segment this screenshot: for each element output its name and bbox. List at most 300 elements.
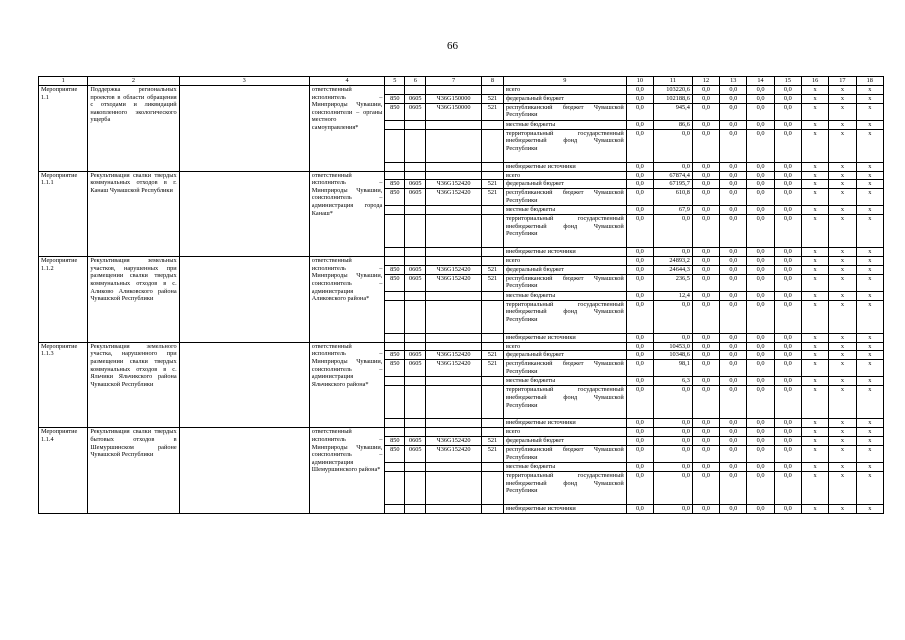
value-cell: 0,0: [720, 445, 747, 462]
grbs-cell: [385, 333, 405, 342]
grbs-cell: [385, 206, 405, 215]
rz-pr-cell: [405, 428, 426, 437]
value-cell: 0,0: [774, 171, 801, 180]
csr-cell: [426, 171, 482, 180]
vr-cell: 521: [481, 445, 503, 462]
event-code-cell: Мероприятие 1.1.1: [39, 171, 88, 257]
value-cell: 0,0: [626, 189, 653, 206]
header-cell: 17: [829, 77, 856, 86]
rz-pr-cell: [405, 386, 426, 419]
header-cell: 6: [405, 77, 426, 86]
value-cell: 0,0: [654, 445, 693, 462]
csr-cell: [426, 300, 482, 333]
value-cell: 86,6: [654, 120, 693, 129]
value-cell: 0,0: [747, 342, 774, 351]
value-cell: х: [856, 291, 883, 300]
value-cell: 0,0: [720, 94, 747, 103]
value-cell: 0,0: [747, 215, 774, 248]
vr-cell: [481, 120, 503, 129]
value-cell: х: [801, 129, 828, 162]
grbs-cell: [385, 342, 405, 351]
value-cell: х: [856, 103, 883, 120]
value-cell: 0,0: [720, 189, 747, 206]
value-cell: х: [829, 419, 856, 428]
value-cell: 0,0: [720, 86, 747, 95]
value-cell: 0,0: [654, 162, 693, 171]
value-cell: 0,0: [626, 462, 653, 471]
vr-cell: [481, 377, 503, 386]
value-cell: 0,0: [747, 333, 774, 342]
value-cell: 0,0: [692, 419, 719, 428]
value-cell: 0,0: [747, 351, 774, 360]
value-cell: х: [829, 215, 856, 248]
value-cell: 0,0: [720, 129, 747, 162]
value-cell: 0,0: [774, 419, 801, 428]
csr-cell: [426, 120, 482, 129]
grbs-cell: [385, 291, 405, 300]
value-cell: 0,0: [692, 86, 719, 95]
value-cell: 0,0: [626, 180, 653, 189]
value-cell: х: [829, 274, 856, 291]
value-cell: 0,0: [774, 436, 801, 445]
grbs-cell: [385, 171, 405, 180]
header-cell: 5: [385, 77, 405, 86]
value-cell: 0,0: [774, 103, 801, 120]
grbs-cell: [385, 215, 405, 248]
value-cell: 0,0: [654, 248, 693, 257]
responsible-cell: ответственный исполнитель – Минприроды Чувашии, соисполнитель – администрация Яльчикского района*: [309, 342, 385, 428]
value-cell: х: [856, 120, 883, 129]
value-cell: 0,0: [747, 274, 774, 291]
value-cell: 0,0: [626, 436, 653, 445]
responsible-cell: ответственный исполнитель – Минприроды Чувашии, соисполнитель – администрация Аликовского района*: [309, 257, 385, 343]
value-cell: 0,0: [774, 257, 801, 266]
value-cell: 610,8: [654, 189, 693, 206]
grbs-cell: [385, 428, 405, 437]
header-cell: 14: [747, 77, 774, 86]
value-cell: 0,0: [774, 180, 801, 189]
value-cell: 0,0: [747, 120, 774, 129]
grbs-cell: [385, 386, 405, 419]
value-cell: 0,0: [654, 436, 693, 445]
csr-cell: [426, 248, 482, 257]
event-code-cell: Мероприятие 1.1.2: [39, 257, 88, 343]
value-cell: х: [801, 462, 828, 471]
value-cell: 0,0: [774, 94, 801, 103]
value-cell: 0,0: [774, 504, 801, 513]
value-cell: 0,0: [626, 419, 653, 428]
value-cell: 0,0: [654, 428, 693, 437]
value-cell: 0,0: [720, 342, 747, 351]
csr-cell: Ч36G150000: [426, 94, 482, 103]
rz-pr-cell: 0605: [405, 265, 426, 274]
value-cell: 0,0: [774, 86, 801, 95]
value-cell: 0,0: [692, 436, 719, 445]
value-cell: х: [801, 419, 828, 428]
grbs-cell: 850: [385, 180, 405, 189]
value-cell: 0,0: [626, 386, 653, 419]
value-cell: 0,0: [692, 180, 719, 189]
csr-cell: Ч36G152420: [426, 360, 482, 377]
value-cell: 0,0: [774, 333, 801, 342]
empty-cell: [179, 171, 309, 257]
funding-source-cell: внебюджетные источники: [503, 419, 626, 428]
empty-cell: [179, 257, 309, 343]
value-cell: 12,4: [654, 291, 693, 300]
value-cell: 0,0: [720, 206, 747, 215]
value-cell: х: [856, 180, 883, 189]
funding-source-cell: республиканский бюджет Чувашской Республики: [503, 274, 626, 291]
value-cell: х: [829, 462, 856, 471]
value-cell: х: [801, 215, 828, 248]
value-cell: 0,0: [654, 462, 693, 471]
vr-cell: [481, 215, 503, 248]
table-row: [39, 171, 884, 180]
value-cell: х: [801, 94, 828, 103]
vr-cell: [481, 129, 503, 162]
value-cell: 0,0: [626, 428, 653, 437]
csr-cell: [426, 342, 482, 351]
value-cell: 0,0: [774, 342, 801, 351]
value-cell: 67195,7: [654, 180, 693, 189]
grbs-cell: [385, 462, 405, 471]
value-cell: 10348,6: [654, 351, 693, 360]
funding-source-cell: республиканский бюджет Чувашской Республики: [503, 189, 626, 206]
value-cell: 24893,2: [654, 257, 693, 266]
value-cell: 0,0: [747, 129, 774, 162]
value-cell: х: [829, 248, 856, 257]
value-cell: 0,0: [720, 248, 747, 257]
grbs-cell: [385, 257, 405, 266]
value-cell: 0,0: [774, 120, 801, 129]
value-cell: 0,0: [720, 291, 747, 300]
rz-pr-cell: [405, 300, 426, 333]
value-cell: х: [856, 129, 883, 162]
value-cell: 0,0: [747, 428, 774, 437]
rz-pr-cell: [405, 471, 426, 504]
value-cell: х: [856, 445, 883, 462]
value-cell: 0,0: [774, 360, 801, 377]
rz-pr-cell: [405, 206, 426, 215]
value-cell: 0,0: [692, 94, 719, 103]
value-cell: х: [856, 360, 883, 377]
value-cell: 0,0: [626, 265, 653, 274]
value-cell: 0,0: [774, 129, 801, 162]
value-cell: х: [856, 94, 883, 103]
value-cell: 0,0: [654, 333, 693, 342]
value-cell: х: [856, 248, 883, 257]
value-cell: 0,0: [747, 162, 774, 171]
value-cell: х: [856, 171, 883, 180]
value-cell: х: [829, 189, 856, 206]
value-cell: х: [801, 333, 828, 342]
value-cell: х: [856, 342, 883, 351]
value-cell: 0,0: [747, 189, 774, 206]
vr-cell: 521: [481, 360, 503, 377]
value-cell: 0,0: [747, 436, 774, 445]
value-cell: 0,0: [774, 265, 801, 274]
value-cell: х: [856, 206, 883, 215]
value-cell: 0,0: [774, 162, 801, 171]
value-cell: 0,0: [692, 428, 719, 437]
value-cell: х: [801, 248, 828, 257]
value-cell: х: [829, 445, 856, 462]
vr-cell: 521: [481, 265, 503, 274]
vr-cell: [481, 333, 503, 342]
grbs-cell: [385, 248, 405, 257]
value-cell: 0,0: [747, 445, 774, 462]
value-cell: 0,0: [692, 257, 719, 266]
value-cell: 0,0: [654, 300, 693, 333]
rz-pr-cell: [405, 504, 426, 513]
funding-source-cell: республиканский бюджет Чувашской Республики: [503, 360, 626, 377]
value-cell: 0,0: [774, 377, 801, 386]
funding-source-cell: республиканский бюджет Чувашской Республики: [503, 103, 626, 120]
csr-cell: [426, 215, 482, 248]
value-cell: х: [801, 103, 828, 120]
responsible-cell: ответственный исполнитель – Минприроды Чувашии, соисполнитель – администрация города Канаш*: [309, 171, 385, 257]
value-cell: 0,0: [720, 351, 747, 360]
value-cell: х: [801, 360, 828, 377]
header-cell: 7: [426, 77, 482, 86]
value-cell: х: [801, 291, 828, 300]
csr-cell: [426, 129, 482, 162]
value-cell: 0,0: [720, 120, 747, 129]
value-cell: х: [829, 206, 856, 215]
value-cell: 0,0: [774, 291, 801, 300]
csr-cell: [426, 86, 482, 95]
value-cell: 0,0: [720, 360, 747, 377]
value-cell: х: [801, 265, 828, 274]
value-cell: х: [801, 342, 828, 351]
vr-cell: [481, 206, 503, 215]
header-cell: 2: [88, 77, 179, 86]
value-cell: х: [829, 180, 856, 189]
value-cell: 0,0: [654, 386, 693, 419]
grbs-cell: [385, 129, 405, 162]
value-cell: х: [829, 300, 856, 333]
csr-cell: Ч36G152420: [426, 351, 482, 360]
value-cell: х: [829, 436, 856, 445]
value-cell: х: [801, 445, 828, 462]
vr-cell: 521: [481, 189, 503, 206]
value-cell: 0,0: [720, 215, 747, 248]
funding-source-cell: внебюджетные источники: [503, 248, 626, 257]
csr-cell: [426, 504, 482, 513]
header-cell: 13: [720, 77, 747, 86]
empty-cell: [179, 342, 309, 428]
value-cell: х: [829, 351, 856, 360]
empty-cell: [179, 428, 309, 514]
grbs-cell: 850: [385, 351, 405, 360]
value-cell: х: [829, 103, 856, 120]
value-cell: х: [856, 265, 883, 274]
value-cell: 0,0: [747, 386, 774, 419]
value-cell: 0,0: [774, 248, 801, 257]
table-body: [39, 77, 884, 514]
value-cell: 24644,3: [654, 265, 693, 274]
value-cell: х: [801, 257, 828, 266]
empty-cell: [179, 86, 309, 172]
responsible-cell: ответственный исполнитель – Минприроды Чувашии, соисполнители – органы местного самоуправления*: [309, 86, 385, 172]
value-cell: х: [856, 419, 883, 428]
value-cell: х: [856, 386, 883, 419]
vr-cell: [481, 386, 503, 419]
value-cell: 0,0: [747, 206, 774, 215]
value-cell: 0,0: [747, 291, 774, 300]
value-cell: 0,0: [747, 86, 774, 95]
header-cell: 16: [801, 77, 828, 86]
funding-source-cell: федеральный бюджет: [503, 265, 626, 274]
vr-cell: 521: [481, 274, 503, 291]
csr-cell: [426, 462, 482, 471]
value-cell: х: [801, 86, 828, 95]
value-cell: 0,0: [720, 180, 747, 189]
value-cell: 0,0: [692, 274, 719, 291]
header-cell: 9: [503, 77, 626, 86]
value-cell: х: [801, 428, 828, 437]
value-cell: 0,0: [654, 215, 693, 248]
table-row: [39, 257, 884, 266]
value-cell: 103220,6: [654, 86, 693, 95]
value-cell: х: [856, 436, 883, 445]
value-cell: 0,0: [692, 386, 719, 419]
value-cell: 0,0: [747, 462, 774, 471]
vr-cell: 521: [481, 103, 503, 120]
value-cell: 0,0: [692, 333, 719, 342]
budget-table: [38, 76, 884, 514]
value-cell: 945,4: [654, 103, 693, 120]
csr-cell: [426, 206, 482, 215]
value-cell: х: [829, 360, 856, 377]
value-cell: х: [856, 257, 883, 266]
value-cell: 0,0: [626, 342, 653, 351]
vr-cell: [481, 291, 503, 300]
rz-pr-cell: [405, 162, 426, 171]
funding-source-cell: местные бюджеты: [503, 291, 626, 300]
value-cell: 0,0: [747, 471, 774, 504]
rz-pr-cell: 0605: [405, 436, 426, 445]
value-cell: 0,0: [692, 462, 719, 471]
funding-source-cell: местные бюджеты: [503, 377, 626, 386]
value-cell: 0,0: [720, 257, 747, 266]
value-cell: 0,0: [692, 162, 719, 171]
rz-pr-cell: [405, 257, 426, 266]
value-cell: х: [829, 504, 856, 513]
event-name-cell: Поддержка региональных проектов в области обращения с отходами и ликвидаций накопленного экологического ущерба: [88, 86, 179, 172]
funding-source-cell: федеральный бюджет: [503, 180, 626, 189]
value-cell: 0,0: [654, 419, 693, 428]
csr-cell: [426, 257, 482, 266]
vr-cell: 521: [481, 180, 503, 189]
funding-source-cell: местные бюджеты: [503, 120, 626, 129]
event-code-cell: Мероприятие 1.1: [39, 86, 88, 172]
grbs-cell: 850: [385, 265, 405, 274]
rz-pr-cell: [405, 377, 426, 386]
value-cell: 0,0: [720, 386, 747, 419]
header-cell: 4: [309, 77, 385, 86]
value-cell: 0,0: [654, 504, 693, 513]
value-cell: х: [856, 274, 883, 291]
value-cell: 0,0: [692, 171, 719, 180]
funding-source-cell: внебюджетные источники: [503, 162, 626, 171]
value-cell: 0,0: [626, 360, 653, 377]
value-cell: 0,0: [774, 428, 801, 437]
value-cell: 0,0: [626, 274, 653, 291]
rz-pr-cell: 0605: [405, 189, 426, 206]
value-cell: х: [829, 386, 856, 419]
funding-source-cell: территориальный государственный внебюджетный фонд Чувашской Республики: [503, 300, 626, 333]
value-cell: х: [801, 120, 828, 129]
value-cell: 0,0: [692, 103, 719, 120]
value-cell: 10453,0: [654, 342, 693, 351]
rz-pr-cell: [405, 129, 426, 162]
value-cell: х: [829, 342, 856, 351]
value-cell: х: [856, 189, 883, 206]
value-cell: х: [856, 428, 883, 437]
value-cell: 0,0: [692, 377, 719, 386]
funding-source-cell: территориальный государственный внебюджетный фонд Чувашской Республики: [503, 386, 626, 419]
csr-cell: Ч36G152420: [426, 274, 482, 291]
value-cell: х: [856, 86, 883, 95]
value-cell: 0,0: [747, 419, 774, 428]
csr-cell: [426, 291, 482, 300]
value-cell: 0,0: [626, 351, 653, 360]
value-cell: х: [801, 189, 828, 206]
value-cell: 0,0: [692, 351, 719, 360]
value-cell: 0,0: [626, 445, 653, 462]
value-cell: х: [856, 462, 883, 471]
value-cell: 0,0: [626, 129, 653, 162]
value-cell: 0,0: [747, 171, 774, 180]
value-cell: 0,0: [747, 94, 774, 103]
value-cell: х: [829, 94, 856, 103]
csr-cell: [426, 428, 482, 437]
rz-pr-cell: 0605: [405, 180, 426, 189]
value-cell: 0,0: [774, 206, 801, 215]
value-cell: 0,0: [626, 171, 653, 180]
value-cell: 0,0: [747, 257, 774, 266]
rz-pr-cell: [405, 248, 426, 257]
value-cell: х: [801, 274, 828, 291]
value-cell: х: [801, 377, 828, 386]
rz-pr-cell: 0605: [405, 360, 426, 377]
value-cell: х: [856, 351, 883, 360]
grbs-cell: [385, 504, 405, 513]
value-cell: 0,0: [692, 248, 719, 257]
value-cell: х: [801, 300, 828, 333]
value-cell: 0,0: [774, 274, 801, 291]
value-cell: 0,0: [692, 129, 719, 162]
value-cell: х: [801, 471, 828, 504]
header-cell: 18: [856, 77, 883, 86]
csr-cell: [426, 162, 482, 171]
csr-cell: Ч36G152420: [426, 189, 482, 206]
funding-source-cell: местные бюджеты: [503, 206, 626, 215]
vr-cell: [481, 419, 503, 428]
vr-cell: [481, 171, 503, 180]
header-cell: 10: [626, 77, 653, 86]
value-cell: х: [829, 291, 856, 300]
value-cell: х: [829, 162, 856, 171]
rz-pr-cell: [405, 291, 426, 300]
rz-pr-cell: [405, 120, 426, 129]
value-cell: х: [801, 436, 828, 445]
rz-pr-cell: [405, 333, 426, 342]
value-cell: 0,0: [720, 171, 747, 180]
vr-cell: [481, 162, 503, 171]
value-cell: х: [829, 471, 856, 504]
